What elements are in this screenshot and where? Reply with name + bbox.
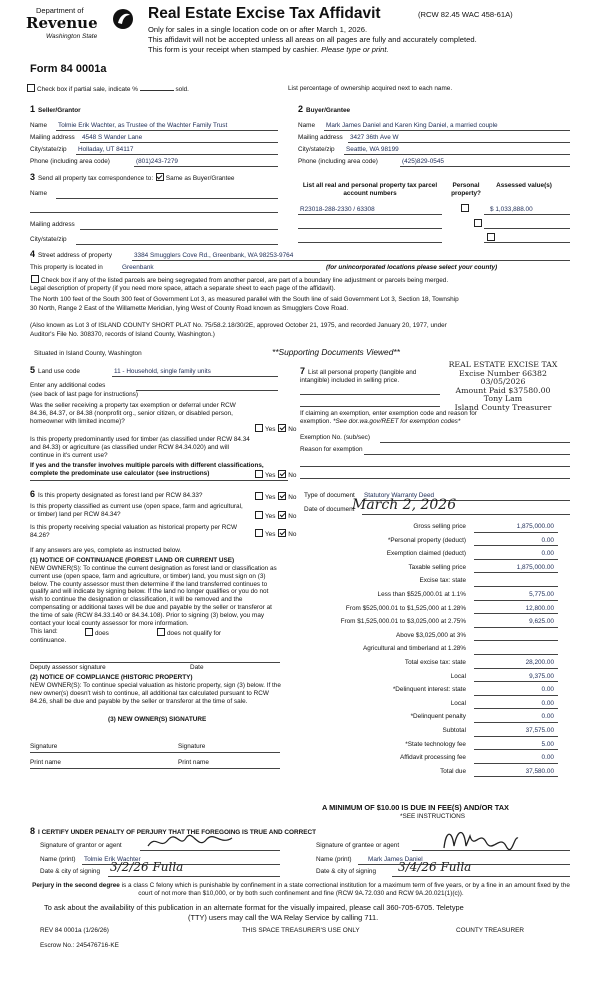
not-qualify-row: does not qualify for [156, 628, 221, 638]
current-use-yes-no: Yes No [254, 511, 296, 521]
supporting-docs-note: **Supporting Documents Viewed** [272, 347, 400, 357]
grantee-date-handwritten[interactable]: 3/4/26 Fulla [398, 860, 472, 874]
minimum-due-note: A MINIMUM OF $10.00 IS DUE IN FEE(S) AND/OR TAX [322, 803, 509, 812]
revision-label: REV 84 0001a (1/26/26) [40, 927, 109, 934]
subtitle-3: This form is your receipt when stamped by cashier. Please type or print. [148, 45, 389, 54]
tax-row-label: *Delinquent interest: state [392, 686, 466, 694]
forest-no-checkbox[interactable] [278, 492, 286, 500]
new-owner-print-label-2: Print name [178, 759, 209, 766]
tax-row-amount[interactable]: 0.00 [541, 754, 554, 762]
tax-row-label: *State technology fee [405, 740, 466, 748]
grantee-signature-scribble-icon [440, 826, 520, 852]
buyer-phone-field[interactable]: (425)829-0545 [402, 158, 444, 165]
perjury-notice: Perjury in the second degree is a class C felony which is punishable by confinement in a state correctional institution for a maximum term of five years, or by a fine in an amount fixed by the court of not more than $10,000, or by both such confinement and fine (RCW 9A.72.030 and RCW 9A.20.021(1)(c)). [32, 882, 570, 898]
seller-city-label: City/state/zip [30, 146, 67, 153]
excise-stamp: REAL ESTATE EXCISE TAX Excise Number 66382 03/05/2026 Amount Paid $37580.00 Tony Lam Island County Treasurer [448, 360, 558, 412]
dept-line: Department of [36, 6, 84, 15]
street-address-field[interactable]: 3384 Smugglers Cove Rd., Greenbank, WA 98253-9764 [134, 252, 294, 259]
if-yes-note: If any answers are yes, complete as instructed below. [30, 547, 182, 554]
buyer-phone-label: Phone (including area code) [298, 158, 378, 165]
grantee-sig-label: Signature of grantee or agent [316, 842, 400, 849]
buyer-heading: 2 Buyer/Grantee [298, 104, 351, 114]
accessibility-line-2: (TTY) users may call the WA Relay Service by calling 711. [188, 913, 379, 922]
seller-phone-field[interactable]: (801)243-7279 [136, 158, 178, 165]
accessibility-line-1: To ask about the availability of this publication in an alternate format for the visually impaired, please call 360-705-6705. Teletype [44, 903, 464, 912]
tax-row-label: Gross selling price [413, 523, 466, 530]
same-as-buyer-checkbox[interactable] [156, 173, 164, 181]
assessed-value-field[interactable]: $ 1,033,888.00 [490, 206, 533, 213]
tax-row-label: Total excise tax: state [404, 659, 466, 666]
segregated-checkbox[interactable] [31, 275, 39, 283]
tax-row-label: Agricultural and timberland at 1.28% [362, 645, 466, 653]
situated-line: Situated in Island County, Washington [34, 350, 142, 357]
buyer-addr-label: Mailing address [298, 134, 343, 141]
personal-property-checkbox-1[interactable] [461, 204, 469, 212]
tax-row-amount[interactable]: 12,800.00 [525, 604, 554, 612]
tax-row-amount[interactable]: 0.00 [541, 699, 554, 707]
seller-addr-field[interactable]: 4548 S Wander Lane [82, 134, 143, 141]
forest-question: 6 Is this property designated as forest land per RCW 84.33? [30, 489, 203, 499]
legal-desc-3: (Also known as Lot 3 of ISLAND COUNTY SHORT PLAT No. 75/58.2.18/30/2E, approved October 21, 1975, and recorded January 20, 1977, under [30, 322, 447, 329]
new-owner-sig-label-2: Signature [178, 743, 206, 750]
buyer-name-field[interactable]: Mark James Daniel and Karen King Daniel, a married couple [326, 122, 498, 129]
exemption-question: Was the seller receiving a property tax exemption or deferral under RCW 84.36, 84.37, or 84.38 (nonprofit org., senior citizen, or disabled person, homeowner with limited income)? [30, 402, 236, 425]
timber-yes-checkbox[interactable] [255, 470, 263, 478]
tax-row-label: Local [450, 699, 466, 707]
historic-yes-no: Yes No [254, 529, 296, 539]
seller-heading: 1 Seller/Grantor [30, 104, 81, 114]
add-codes-note: (see back of last page for instructions) [30, 391, 138, 398]
form-number: Form 84 0001a [30, 63, 107, 75]
notice-continuance-text: NEW OWNER(S): To continue the current designation as forest land or classification as current use (open space, farm and agriculture, or timber) land, you must sign on (3) below. The county assessor must then determine if the land transferred continues to qualify and will indicate by signing below. If the land no longer qualifies or you do not wish to continue the designation or classification, it will be removed and the compensating or additional taxes will be due and payable by the seller or transferor at the time of sale (RCW 84.33.140 or 84.34.108). Prior to signing (3) below, you may contact your local county assessor for more information. [30, 565, 277, 627]
forest-yes-no: Yes No [254, 492, 296, 502]
tax-row-amount[interactable]: 9,625.00 [529, 618, 554, 626]
dor-swirl-icon [112, 6, 134, 32]
buyer-addr-field[interactable]: 3427 36th Ave W [350, 134, 399, 141]
revenue-wordmark: Revenue [26, 14, 98, 32]
state-line: Washington State [46, 33, 98, 40]
personal-property-checkbox-2[interactable] [474, 219, 482, 227]
grantor-sig-label: Signature of grantor or agent [40, 842, 122, 849]
tax-row-label: Subtotal [442, 727, 466, 734]
current-use-no-checkbox[interactable] [278, 511, 286, 519]
exemption-yes-no: Yes No [254, 424, 296, 434]
tax-row-label: *Delinquent penalty [410, 713, 466, 721]
doc-type-select[interactable]: Statutory Warranty Deed [364, 492, 435, 499]
timber-question: Is this property predominantly used for timber (as classified under RCW 84.34 and 84.33) or agriculture (as classified under RCW 84.34.020) and will continue in it's current use? [30, 436, 250, 459]
new-owner-print-label-1: Print name [30, 759, 61, 766]
grantor-signature-scribble-icon [146, 832, 236, 852]
legal-desc-2: 30 North, Range 2 East of the Willamette Meridian, lying West of County Road known as Smugglers Cove Road. [30, 305, 349, 312]
tax-row-amount[interactable]: 37,575.00 [525, 727, 554, 734]
form-rcw: (RCW 82.45 WAC 458-61A) [418, 10, 513, 19]
exemption-yes-checkbox[interactable] [255, 424, 263, 432]
grantee-name-label: Name (print) [316, 856, 352, 863]
correspondence-row: 3 Send all property tax correspondence to: Same as Buyer/Grantee [30, 172, 235, 182]
forest-yes-checkbox[interactable] [255, 492, 263, 500]
treasurer-use-label: THIS SPACE TREASURER'S USE ONLY [242, 927, 360, 934]
assessed-col-header: Assessed value(s) [496, 182, 552, 189]
new-owner-sig-label-1: Signature [30, 743, 58, 750]
buyer-city-field[interactable]: Seattle, WA 98199 [346, 146, 399, 153]
land-use-select[interactable]: 11 - Household, single family units [114, 368, 211, 375]
tax-row-amount[interactable]: 0.00 [541, 550, 554, 558]
tax-row-amount[interactable]: 5,775.00 [529, 591, 554, 598]
personal-property-checkbox-3[interactable] [487, 233, 495, 241]
tax-row-label: Exemption claimed (deduct) [386, 550, 466, 558]
partial-sale-checkbox[interactable] [27, 84, 35, 92]
legal-desc-1: The North 100 feet of the South 300 feet of Government Lot 3, as measured parallel with the South line of said Government Lot 3, Section 18, Township [30, 296, 459, 303]
grantor-date-handwritten[interactable]: 3/2/26 Fulla [110, 860, 184, 874]
tax-row-label: Excise tax: state [419, 577, 466, 585]
tax-row-amount[interactable]: 9,375.00 [529, 672, 554, 680]
parcel-number-field[interactable]: R23018-288-2330 / 63308 [300, 206, 375, 213]
partial-sale-row: Check box if partial sale, indicate % sold. [26, 84, 189, 94]
current-use-question: Is this property classified as current use (open space, farm and agricultural, or timber) land per RCW 84.34? [30, 503, 243, 518]
street-row: 4 Street address of property [30, 249, 112, 259]
tax-row-label: Total due [440, 767, 466, 775]
grantor-date-label: Date & city of signing [40, 868, 101, 875]
subtitle-2: This affidavit will not be accepted unless all areas on all pages are fully and accurately completed. [148, 35, 477, 44]
escrow-number: Escrow No.: 245476716-KE [40, 942, 119, 949]
notice-compliance-title: (2) NOTICE OF COMPLIANCE (HISTORIC PROPERTY) [30, 674, 193, 681]
seller-phone-label: Phone (including area code) [30, 158, 110, 165]
seller-city-field[interactable]: Holladay, UT 84117 [78, 146, 134, 153]
tax-row-label: *Personal property (deduct) [387, 536, 466, 544]
tax-row-amount[interactable]: 5.00 [541, 740, 554, 748]
add-codes-label: Enter any additional codes [30, 382, 106, 389]
timber-yes-no: Yes No [254, 470, 296, 480]
sec3-city-label: City/state/zip [30, 236, 67, 243]
subtitle-1: Only for sales in a single location code on or after March 1, 2026. [148, 25, 368, 34]
deputy-date-label: Date [190, 664, 204, 671]
tax-row-amount[interactable]: 0.00 [541, 536, 554, 544]
county-treasurer-label: COUNTY TREASURER [456, 927, 524, 934]
new-owner-sig-title: (3) NEW OWNER(S) SIGNATURE [108, 716, 207, 723]
located-note: (for unincorporated locations please select your county) [326, 264, 498, 271]
personal-col-header: Personal property? [451, 182, 481, 197]
exemption-no-checkbox[interactable] [278, 424, 286, 432]
exemption-instructions: If claiming an exemption, enter exemption code and reason for exemption. *See dor.wa.gov/REET for exemption codes* [300, 410, 477, 425]
notice-continuance-title: (1) NOTICE OF CONTINUANCE (FOREST LAND OR CURRENT USE) [30, 557, 235, 564]
see-instructions-note: *SEE INSTRUCTIONS [400, 813, 465, 820]
timber-question-b: If yes and the transfer involves multiple parcels with different classifications, complete the predominate use calculator (see instructions) [30, 462, 264, 477]
ownership-note: List percentage of ownership acquired next to each name. [288, 85, 453, 92]
seller-name-field[interactable]: Tolmie Erik Wachter, as Trustee of the Wachter Family Trust [58, 122, 228, 129]
buyer-city-label: City/state/zip [298, 146, 335, 153]
sec3-name-label: Name [30, 190, 48, 197]
qualify-row: does [84, 628, 109, 638]
exemption-reason-label: Reason for exemption [300, 446, 363, 453]
historic-question: Is this property receiving special valuation as historical property per RCW 84.26? [30, 524, 238, 539]
tax-row-amount[interactable]: 1,875,000.00 [516, 523, 554, 530]
legal-desc-label: Legal description of property (if you need more space, attach a separate sheet to each page of the affidavit). [30, 285, 336, 292]
does-not-qualify-checkbox[interactable] [157, 628, 165, 636]
tax-row-label: Less than $525,000.01 at 1.1% [377, 591, 466, 598]
tax-row-amount[interactable]: 37,580.00 [525, 767, 554, 775]
tax-row-label: From $1,525,000.01 to $3,025,000 at 2.75% [340, 618, 466, 626]
grantor-name-field[interactable]: Tolmie Erik Wachter [84, 856, 141, 863]
dor-logo [26, 6, 136, 62]
seller-name-label: Name [30, 122, 48, 129]
tax-row-label: From $525,000.01 to $1,525,000 at 1.28% [345, 604, 466, 612]
grantee-name-field[interactable]: Mark James Daniel [368, 856, 423, 863]
seller-addr-label: Mailing address [30, 134, 75, 141]
buyer-name-label: Name [298, 122, 316, 129]
tax-row-amount[interactable]: 28,200.00 [525, 659, 554, 666]
exemption-no-label: Exemption No. (sub/sec) [300, 434, 370, 441]
land-use-row: 5 Land use code [30, 365, 80, 375]
tax-row-amount[interactable]: 0.00 [541, 686, 554, 694]
deputy-sig-label: Deputy assessor signature [30, 664, 106, 671]
tax-row-label: Affidavit processing fee [400, 754, 466, 762]
form-title: Real Estate Excise Tax Affidavit [148, 5, 381, 22]
current-use-yes-checkbox[interactable] [255, 511, 263, 519]
legal-desc-4: Auditor's File No. 308370, records of Island County, Washington.) [30, 331, 215, 338]
doc-date-label: Date of document [304, 506, 355, 513]
located-label: This property is located in [30, 264, 103, 271]
notice-compliance-text: NEW OWNER(S): To continue special valuation as historic property, sign (3) below. If the new owner(s) doesn't wish to continue, all additional tax calculated pursuant to RCW 84.26, shall be due and payable by the seller or transferor at the time of sale. [30, 682, 281, 705]
certify-line: 8 I CERTIFY UNDER PENALTY OF PERJURY THAT THE FOREGOING IS TRUE AND CORRECT [30, 826, 317, 836]
continuance-label: continuance. [30, 637, 67, 644]
tax-row-label: Taxable selling price [408, 563, 466, 571]
timber-no-checkbox[interactable] [278, 470, 286, 478]
tax-row-label: Above $3,025,000 at 3% [396, 631, 466, 639]
tax-row-label: Local [450, 672, 466, 680]
parcel-col-header: List all real and personal property tax parcel account numbers [302, 182, 438, 197]
doc-date-handwritten[interactable]: March 2, 2026 [352, 497, 457, 513]
grantee-date-label: Date & city of signing [316, 868, 377, 875]
located-select[interactable]: Greenbank [122, 264, 154, 271]
sec3-mail-label: Mailing address [30, 221, 75, 228]
grantor-name-label: Name (print) [40, 856, 76, 863]
does-qualify-checkbox[interactable] [85, 628, 93, 636]
this-land-label: This land: [30, 628, 58, 635]
segregated-row: Check box if any of the listed parcels are being segregated from another parcel, are part of a boundary line adjustment or parcels being merged. [30, 275, 448, 285]
tax-row-amount[interactable]: 1,875,000.00 [516, 563, 554, 571]
doc-type-label: Type of document [304, 492, 355, 499]
personal-property-label: 7 List all personal property (tangible and intangible) included in selling price. [300, 366, 417, 385]
tax-row-amount[interactable]: 0.00 [541, 713, 554, 721]
